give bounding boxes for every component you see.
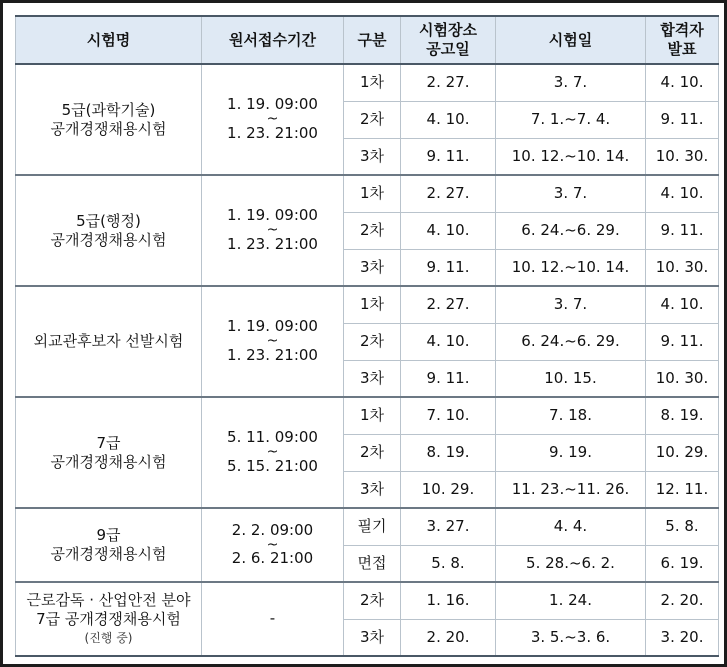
header-period: 원서접수기간 [202,16,344,64]
period-tilde: ~ [266,536,279,553]
result-cell: 6. 19. [646,545,719,582]
result-cell: 8. 19. [646,397,719,434]
result-cell: 3. 20. [646,619,719,656]
venue-cell: 1. 16. [401,582,496,619]
period-cell: - [202,582,344,656]
date-cell: 7. 1.~7. 4. [496,101,646,138]
table-row [16,286,719,323]
period-cell [202,175,344,286]
venue-cell: 9. 11. [401,138,496,175]
round-cell: 3차 [344,360,401,397]
result-cell: 4. 10. [646,64,719,101]
round-cell: 2차 [344,323,401,360]
date-cell: 4. 4. [496,508,646,545]
round-cell: 필기 [344,508,401,545]
venue-cell: 2. 27. [401,64,496,101]
header-result-line1: 합격자 [660,21,704,40]
period-tilde: ~ [266,222,279,239]
header-venue-line2: 공고일 [426,40,470,58]
date-cell: 5. 28.~6. 2. [496,545,646,582]
result-cell: 10. 30. [646,138,719,175]
exam-name-cell [16,582,202,656]
venue-cell: 2. 27. [401,175,496,212]
period-tilde: ~ [266,111,279,128]
header-exam: 시험명 [16,16,202,64]
round-cell: 3차 [344,619,401,656]
period-cell [202,508,344,582]
round-cell: 1차 [344,64,401,101]
table-row [16,175,719,212]
period-end: 2. 6. 21:00 [231,549,314,568]
date-cell: 10. 15. [496,360,646,397]
venue-cell: 4. 10. [401,212,496,249]
exam-name-line: 7급 공개경쟁채용시험 [36,609,181,628]
exam-name-line: 외교관후보자 선발시험 [33,332,184,351]
round-cell: 1차 [344,397,401,434]
header-round: 구분 [344,16,401,64]
venue-cell: 4. 10. [401,323,496,360]
exam-name-line: 5급(과학기술) [61,100,156,119]
round-cell: 면접 [344,545,401,582]
period-cell [202,397,344,508]
exam-name-cell [16,64,202,175]
result-cell: 2. 20. [646,582,719,619]
result-cell: 4. 10. [646,286,719,323]
venue-cell: 8. 19. [401,434,496,471]
date-cell: 3. 5.~3. 6. [496,619,646,656]
venue-cell: 5. 8. [401,545,496,582]
exam-name-line: 공개경쟁채용시험 [50,452,167,471]
period-tilde: ~ [266,333,279,350]
round-cell: 3차 [344,138,401,175]
exam-name-line: 9급 [96,526,121,545]
round-cell: 2차 [344,582,401,619]
venue-cell: 4. 10. [401,101,496,138]
result-cell: 10. 29. [646,434,719,471]
exam-name-line: 5급(행정) [76,211,141,230]
round-cell: 2차 [344,434,401,471]
round-cell: 2차 [344,101,401,138]
exam-name-line: 공개경쟁채용시험 [50,119,167,138]
table-row [16,508,719,545]
venue-cell: 2. 20. [401,619,496,656]
date-cell: 7. 18. [496,397,646,434]
period-tilde: ~ [266,444,279,461]
exam-schedule-table [15,15,719,657]
in-progress-note: (진행 중) [84,631,133,646]
date-cell: 3. 7. [496,64,646,101]
date-cell: 6. 24.~6. 29. [496,323,646,360]
period-end: 1. 23. 21:00 [227,234,318,253]
round-cell: 2차 [344,212,401,249]
table-row [16,397,719,434]
header-result [646,16,719,64]
table-header [16,16,719,64]
header-result-line2: 발표 [667,40,697,58]
exam-name-cell [16,175,202,286]
exam-name-cell [16,397,202,508]
table-row [16,64,719,101]
venue-cell: 3. 27. [401,508,496,545]
result-cell: 4. 10. [646,175,719,212]
result-cell: 12. 11. [646,471,719,508]
date-cell: 3. 7. [496,286,646,323]
date-cell: 11. 23.~11. 26. [496,471,646,508]
result-cell: 5. 8. [646,508,719,545]
venue-cell: 7. 10. [401,397,496,434]
result-cell: 10. 30. [646,360,719,397]
header-venue [401,16,496,64]
round-cell: 1차 [344,286,401,323]
exam-name-line: 공개경쟁채용시험 [50,545,167,563]
result-cell: 9. 11. [646,101,719,138]
date-cell: 3. 7. [496,175,646,212]
exam-name-line: 공개경쟁채용시험 [50,230,167,249]
exam-name-line: 근로감독 · 산업안전 분야 [26,590,191,609]
period-cell [202,286,344,397]
date-cell: 9. 19. [496,434,646,471]
period-end: 1. 23. 21:00 [227,123,318,142]
date-cell: 10. 12.~10. 14. [496,138,646,175]
venue-cell: 2. 27. [401,286,496,323]
period-start: 1. 19. 09:00 [227,317,318,336]
venue-cell: 10. 29. [401,471,496,508]
period-end: 5. 15. 21:00 [227,456,318,475]
result-cell: 9. 11. [646,323,719,360]
round-cell: 3차 [344,249,401,286]
date-cell: 1. 24. [496,582,646,619]
exam-name-cell [16,286,202,397]
header-venue-line1: 시험장소 [419,21,477,40]
result-cell: 10. 30. [646,249,719,286]
round-cell: 3차 [344,471,401,508]
period-start: 2. 2. 09:00 [231,520,314,539]
venue-cell: 9. 11. [401,249,496,286]
date-cell: 6. 24.~6. 29. [496,212,646,249]
venue-cell: 9. 11. [401,360,496,397]
header-date: 시험일 [496,16,646,64]
date-cell: 10. 12.~10. 14. [496,249,646,286]
exam-name-line: 7급 [96,433,121,452]
period-start: 5. 11. 09:00 [227,428,318,447]
round-cell: 1차 [344,175,401,212]
result-cell: 9. 11. [646,212,719,249]
period-start: 1. 19. 09:00 [227,206,318,225]
table-row [16,582,719,619]
period-cell [202,64,344,175]
period-end: 1. 23. 21:00 [227,345,318,364]
exam-name-cell [16,508,202,582]
period-start: 1. 19. 09:00 [227,95,318,114]
